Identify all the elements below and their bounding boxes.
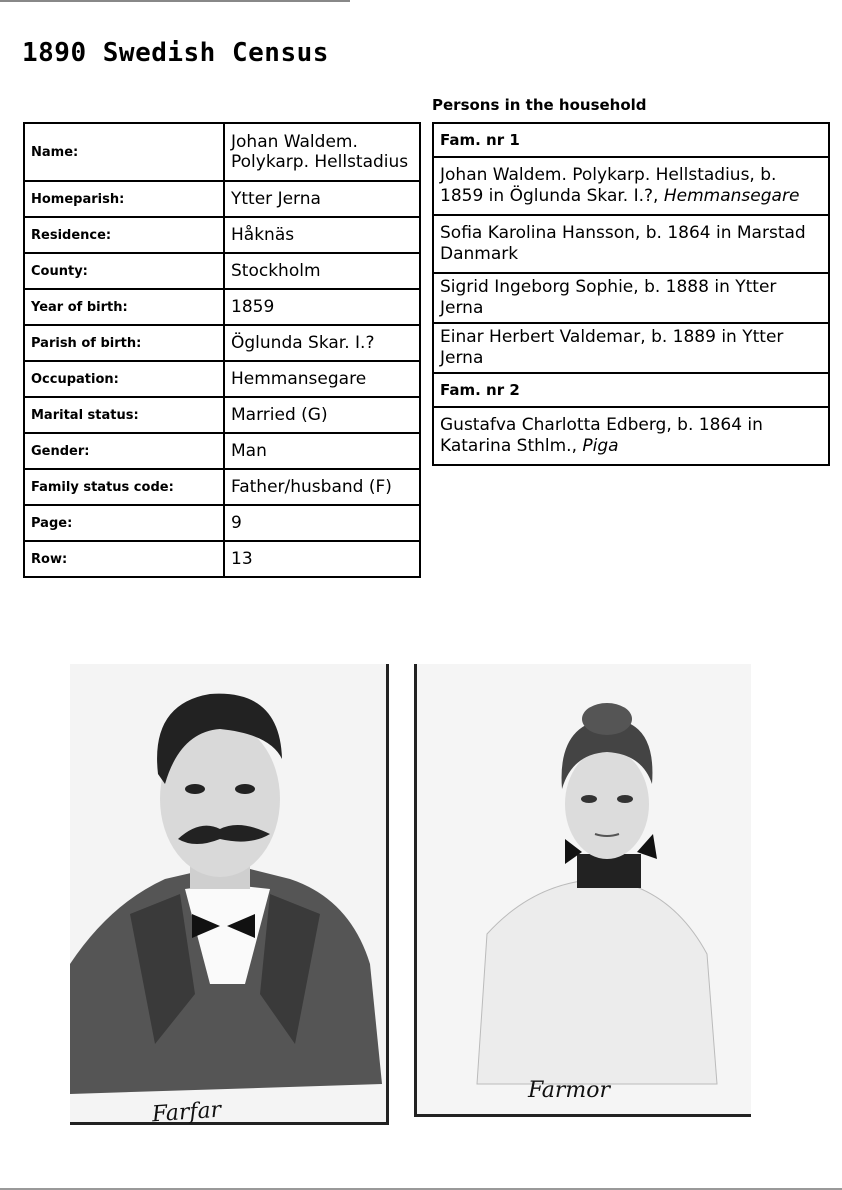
row-label: Residence: [24, 217, 224, 253]
member-cell [433, 323, 829, 373]
member-row [433, 215, 829, 273]
row-value: 9 [224, 505, 420, 541]
table-row [24, 217, 420, 253]
portrait-photo-man [70, 664, 389, 1125]
row-label: Homeparish: [24, 181, 224, 217]
table-row [24, 325, 420, 361]
table-row [24, 469, 420, 505]
family-header-row [433, 373, 829, 407]
woman-portrait-illustration [417, 664, 751, 1114]
row-label: Row: [24, 541, 224, 577]
member-text: Johan Waldem. Polykarp. Hellstadius, b. 1859 in Öglunda Skar. I.?, [440, 165, 777, 206]
row-label: County: [24, 253, 224, 289]
table-row [24, 181, 420, 217]
row-value: Johan Waldem. Polykarp. Hellstadius [224, 123, 420, 181]
row-label: Page: [24, 505, 224, 541]
member-occupation: Hemmansegare [663, 186, 800, 206]
row-label: Year of birth: [24, 289, 224, 325]
table-row [24, 397, 420, 433]
member-text: Sofia Karolina Hansson, b. 1864 in Marstad Danmark [440, 223, 806, 264]
table-row [24, 541, 420, 577]
member-cell [433, 407, 829, 465]
table-row [24, 253, 420, 289]
table-row [24, 361, 420, 397]
row-value: Man [224, 433, 420, 469]
person-details-table [23, 122, 421, 578]
caption-farfar: Farfar [151, 1097, 222, 1128]
member-cell [433, 215, 829, 273]
caption-farmor: Farmor [528, 1078, 611, 1103]
row-label: Occupation: [24, 361, 224, 397]
row-label: Name: [24, 123, 224, 181]
household-table [432, 122, 830, 466]
man-portrait-illustration [70, 664, 386, 1122]
member-text: Einar Herbert Valdemar, b. 1889 in Ytter Jerna [440, 327, 784, 368]
row-value: Ytter Jerna [224, 181, 420, 217]
row-value: Married (G) [224, 397, 420, 433]
row-value: 13 [224, 541, 420, 577]
table-row [24, 123, 420, 181]
row-value: 1859 [224, 289, 420, 325]
family-number: Fam. nr 1 [433, 123, 829, 157]
row-label: Gender: [24, 433, 224, 469]
member-occupation: Piga [582, 436, 619, 456]
portrait-photo-woman [414, 664, 751, 1117]
top-rule [0, 0, 350, 2]
member-row [433, 407, 829, 465]
row-label: Marital status: [24, 397, 224, 433]
row-value: Father/husband (F) [224, 469, 420, 505]
table-row [24, 433, 420, 469]
row-value: Hemmansegare [224, 361, 420, 397]
member-row [433, 323, 829, 373]
row-value: Håknäs [224, 217, 420, 253]
member-row [433, 157, 829, 215]
family-header-row [433, 123, 829, 157]
family-number: Fam. nr 2 [433, 373, 829, 407]
row-label: Family status code: [24, 469, 224, 505]
table-row [24, 289, 420, 325]
household-heading: Persons in the household [432, 96, 647, 114]
row-value: Öglunda Skar. I.? [224, 325, 420, 361]
member-cell [433, 157, 829, 215]
table-row [24, 505, 420, 541]
row-label: Parish of birth: [24, 325, 224, 361]
member-cell [433, 273, 829, 323]
member-text: Gustafva Charlotta Edberg, b. 1864 in Katarina Sthlm., [440, 415, 763, 456]
row-value: Stockholm [224, 253, 420, 289]
member-row [433, 273, 829, 323]
member-text: Sigrid Ingeborg Sophie, b. 1888 in Ytter Jerna [440, 277, 777, 318]
page-title: 1890 Swedish Census [22, 38, 329, 68]
